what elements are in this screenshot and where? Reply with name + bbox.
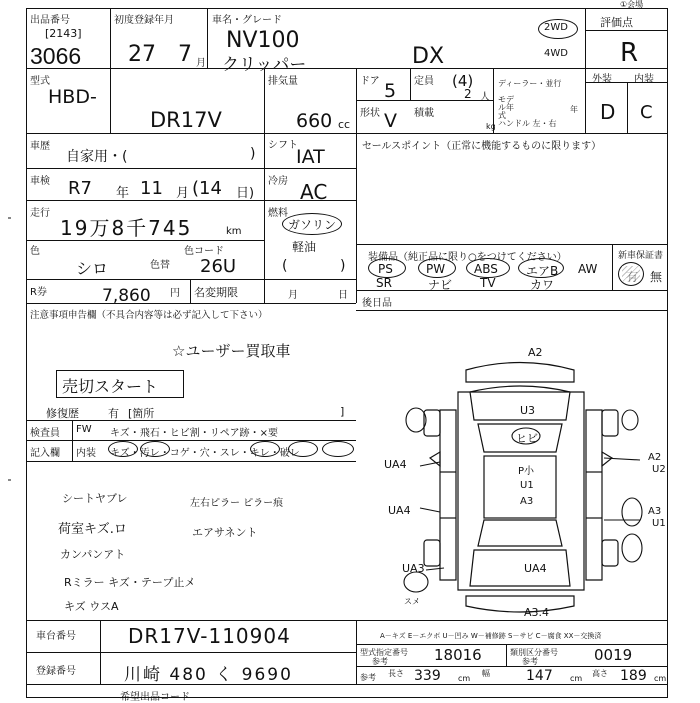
grade: DX	[412, 44, 445, 69]
history-close: )	[250, 146, 256, 162]
ext-grade: D	[600, 100, 616, 124]
diag-right-4: U1	[652, 518, 666, 529]
diag-rear: A3.4	[524, 606, 550, 619]
venue-mark: ①会場	[620, 0, 644, 9]
paren-close: )	[340, 258, 346, 274]
car-name: NV100	[226, 28, 300, 53]
equip-ps: PS	[378, 262, 393, 276]
eval-label: 評価点	[600, 16, 633, 29]
first-reg-month: 7	[178, 42, 192, 67]
diag-mirror: スメ	[404, 597, 420, 606]
type-sub: 参考	[372, 657, 388, 666]
equip-abs: ABS	[474, 262, 498, 276]
model-year-label: モデル年式	[498, 95, 514, 120]
fw-label: FW	[76, 424, 92, 435]
inspection-day: (14	[192, 178, 222, 199]
capacity-value2: 2	[464, 87, 472, 101]
first-reg-label: 初度登録年月	[114, 15, 174, 26]
mileage-value: 19万8千745	[60, 216, 193, 240]
warranty-no: 無	[650, 270, 663, 284]
sales-point-label: セールスポイント（正常に機能するものに限ります）	[362, 141, 602, 152]
later-items-label: 後日品	[362, 298, 392, 309]
height-cm: cm	[654, 674, 667, 683]
model-line1: HBD-	[48, 86, 97, 108]
notes-label: 注意事項申告欄（不具合内容等は必ず記入して下さい）	[30, 310, 268, 321]
chassis-label: 車台番号	[36, 631, 76, 642]
recycle-label: R券	[30, 287, 47, 298]
drive-2wd: 2WD	[544, 22, 568, 33]
chassis-value: DR17V-110904	[128, 624, 291, 648]
color-code: 26U	[200, 256, 237, 277]
color-code-label: 色コード	[184, 246, 224, 257]
equip-leather: カワ	[530, 278, 555, 292]
notes-stamp: 売切スタート	[62, 377, 159, 396]
inspection-label: 車検	[30, 176, 50, 187]
length-label: 長さ	[388, 669, 404, 678]
model-label: 型式	[30, 76, 50, 87]
color-label: 色	[30, 246, 40, 257]
ext-label: 外装	[592, 74, 612, 85]
width-value: 147	[526, 668, 553, 684]
nc-day: 日	[338, 290, 348, 301]
diag-back: UA4	[524, 562, 547, 575]
inspection-day-unit: 日)	[236, 186, 255, 201]
shape-value: V	[384, 110, 397, 132]
person-unit: 人	[480, 92, 490, 103]
recycle-amount: 7,860	[102, 286, 151, 306]
color-change-label: 色替	[150, 260, 170, 271]
diag-right-1: A2	[648, 452, 662, 463]
lot-code: [2143]	[45, 27, 82, 40]
fw-items: キズ・飛石・ヒビ割・リペア跡・×要	[110, 428, 278, 439]
hand-note-6: 左右ピラー ピラー痕	[190, 498, 284, 509]
year-unit: 年	[570, 105, 578, 114]
displacement-label: 排気量	[268, 76, 298, 87]
aircon-label: 冷房	[268, 176, 288, 187]
dealer-label: ディーラー・並行	[498, 79, 562, 88]
capacity-value: (4)	[452, 72, 474, 90]
registration-label: 登録番号	[36, 666, 76, 677]
dims-ref: 参考	[360, 673, 376, 682]
class-label: 類別区分番号	[510, 648, 558, 657]
mileage-label: 走行	[30, 208, 50, 219]
diag-right-2: U2	[652, 464, 666, 475]
class-sub: 参考	[522, 657, 538, 666]
diag-right-3: A3	[648, 506, 662, 517]
int-items: キズ・汚レ・コゲ・穴・スレ・キレ・破レ	[110, 448, 300, 459]
history-label: 車歴	[30, 141, 50, 152]
diag-left-2: UA4	[388, 504, 411, 517]
repair-parts: [箇所	[128, 407, 155, 420]
diag-hood: U3	[520, 404, 536, 417]
hand-note-7: エアサネント	[192, 526, 258, 539]
eval-score: R	[620, 38, 639, 68]
width-label: 幅	[482, 669, 490, 678]
first-reg-year: 27	[128, 42, 156, 67]
shape-label: 形状	[360, 108, 380, 119]
int-items-label: 内装	[76, 448, 96, 459]
height-label: 高さ	[592, 669, 608, 678]
inspection-month: 11	[140, 178, 163, 199]
footer-label: 希望出品コード	[120, 692, 190, 703]
type-value: 18016	[434, 646, 482, 664]
fuel-gasoline: ガソリン	[288, 218, 337, 232]
load-label: 積載	[414, 108, 434, 119]
paren-open: (	[282, 258, 288, 274]
repair-value: 有	[108, 407, 119, 420]
registration-value: 川崎 480 く 9690	[124, 665, 293, 685]
int-grade: C	[640, 102, 653, 123]
car-name-label: 車名・グレード	[212, 15, 282, 26]
inspection-era: R7	[68, 178, 92, 199]
diag-roof-1: P小	[518, 466, 535, 477]
kg-unit: kg	[486, 122, 496, 131]
notes-line1: ☆ユーザー買取車	[172, 342, 291, 360]
equip-navi: ナビ	[428, 278, 453, 292]
type-label: 型式指定番号	[360, 648, 408, 657]
length-cm: cm	[458, 674, 471, 683]
car-sub-name: クリッパー	[222, 55, 307, 75]
model-line2: DR17V	[150, 108, 222, 132]
aircon-value: AC	[300, 180, 328, 204]
yen-unit: 円	[170, 288, 180, 299]
inspection-year-unit: 年	[116, 186, 130, 201]
shift-label: シフト	[268, 140, 298, 151]
hand-note-1: シートヤブレ	[62, 492, 128, 505]
hand-note-5: キズ ウスA	[64, 600, 119, 613]
history-value: 自家用・(	[66, 149, 128, 165]
equip-airbag: エアB	[526, 264, 559, 278]
handle-label: ハンドル 左・右	[498, 119, 557, 128]
equip-pw: PW	[426, 262, 446, 276]
warranty-label: 新車保証書	[618, 251, 664, 261]
equipment-label: 装備品（純正品に限り○をつけてください）	[368, 252, 567, 263]
equip-sr: SR	[376, 276, 392, 290]
diag-left-3: UA3	[402, 562, 425, 575]
diag-windshield: ヒビ	[516, 432, 538, 445]
int-label: 内装	[634, 74, 654, 85]
drive-4wd: 4WD	[544, 48, 568, 59]
repair-label: 修復歴	[46, 407, 79, 420]
diag-roof-2: U1	[520, 480, 534, 491]
fuel-label: 燃料	[268, 208, 288, 219]
km-unit: km	[226, 226, 242, 237]
class-value: 0019	[594, 646, 633, 664]
inspector-label-1: 検査員	[30, 428, 60, 439]
doors-value: 5	[384, 80, 397, 102]
legend: A－キズ E－エクボ U－凹み W－補修跡 S－サビ C－腐食 XX－交換済	[380, 632, 602, 640]
equip-aw: AW	[578, 262, 598, 276]
diag-roof-3: A3	[520, 496, 534, 507]
inspector-label-2: 記入欄	[30, 448, 60, 459]
lot-label: 出品番号	[30, 15, 70, 26]
diag-left-1: UA4	[384, 458, 407, 471]
name-change-label: 名変期限	[194, 286, 238, 299]
capacity-label: 定員	[414, 76, 434, 87]
shift-value: IAT	[296, 146, 325, 168]
equip-tv: TV	[480, 276, 496, 290]
hand-note-2: 荷室キズ.ロ	[58, 522, 127, 537]
month-unit: 月	[196, 58, 206, 69]
door-label: ドア	[360, 76, 380, 87]
height-value: 189	[620, 668, 647, 684]
color-value: シロ	[76, 259, 109, 278]
width-cm: cm	[570, 674, 583, 683]
length-value: 339	[414, 668, 441, 684]
inspection-month-unit: 月	[176, 186, 190, 201]
lot-number: 3066	[30, 43, 82, 69]
diag-front: A2	[528, 346, 543, 359]
displacement-value: 660	[296, 110, 333, 132]
repair-close: ]	[340, 405, 345, 418]
hand-note-4: Rミラー キズ・テープ止メ	[64, 576, 196, 589]
nc-month: 月	[288, 290, 298, 301]
hand-note-3: カンパンアト	[60, 548, 126, 561]
cc-unit: cc	[338, 118, 351, 131]
fuel-diesel: 軽油	[292, 240, 317, 254]
